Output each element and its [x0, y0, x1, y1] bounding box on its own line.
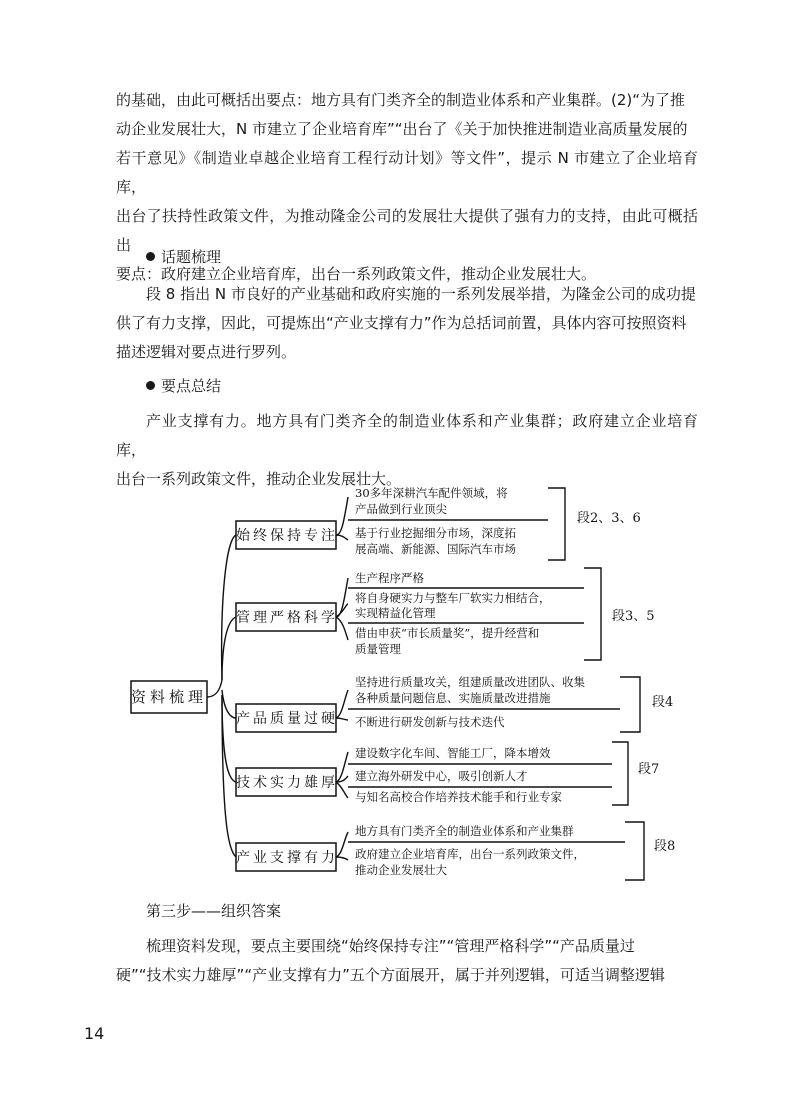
leaf-text: 不断进行研发创新与技术迭代 — [355, 715, 505, 729]
leaf-text: 质量管理 — [355, 642, 401, 656]
text-line: 出台了扶持性政策文件，为推动隆金公司的发展壮大提供了强有力的支持，由此可概括出 — [116, 207, 698, 254]
branch-label: 技术实力雄厚 — [236, 775, 338, 791]
segment-label: 段7 — [638, 762, 660, 777]
step-heading — [116, 897, 698, 926]
heading-text: 要点总结 — [161, 377, 222, 395]
branch-box-2 — [236, 603, 338, 631]
leaf-text: 将自身硬实力与整车厂软实力相结合， — [355, 591, 551, 605]
text-line: 描述逻辑对要点进行罗列。 — [116, 343, 297, 361]
branch-box-5 — [236, 843, 338, 871]
leaf-text: 30多年深耕汽车配件领域，将 — [355, 486, 508, 500]
segment-label: 段8 — [654, 839, 676, 854]
branch-box-1 — [236, 521, 338, 549]
leaf-text: 建设数字化车间、智能工厂，降本增效 — [355, 746, 551, 760]
text-line: 出台一系列政策文件，推动企业发展壮大。 — [116, 470, 402, 488]
text-line: 产业支撑有力。地方具有门类齐全的制造业体系和产业集群；政府建立企业培育库， — [116, 412, 698, 459]
text-line: 段 8 指出 N 市良好的产业基础和政府实施的一系列发展举措，为隆金公司的成功提 — [146, 285, 696, 303]
segment-label: 段4 — [652, 695, 674, 710]
branch-label: 产业支撑有力 — [236, 850, 338, 866]
text-line: 梳理资料发现，要点主要围绕“始终保持专注”“管理严格科学”“产品质量过 — [146, 937, 635, 955]
leaf-text: 借由申获“市长质量奖”，提升经营和 — [355, 626, 540, 640]
leaf-text: 各种质量问题信息、实施质量改进措施 — [355, 691, 551, 705]
paragraph-4 — [116, 932, 698, 990]
step-title: 第三步——组织答案 — [146, 902, 282, 920]
leaf-text: 基于行业挖掘细分市场，深度拓 — [355, 526, 516, 540]
leaf-text: 展高端、新能源、国际汽车市场 — [355, 542, 516, 556]
text-line: 动企业发展壮大，N 市建立了企业培育库”“出台了《关于加快推进制造业高质量发展的 — [116, 120, 688, 138]
leaf-text: 坚持进行质量攻关，组建质量改进团队、收集 — [355, 675, 585, 689]
leaf-text: 实现精益化管理 — [355, 606, 436, 620]
leaf-text: 生产程序严格 — [355, 571, 424, 585]
heading-text: 话题梳理 — [161, 248, 222, 266]
leaf-text: 产品做到行业顶尖 — [355, 502, 447, 516]
branch-label: 管理严格科学 — [236, 610, 338, 626]
text-line: 若干意见》《制造业卓越企业培育工程行动计划》等文件”，提示 N 市建立了企业培育库， — [116, 149, 698, 196]
segment-label: 段3、5 — [612, 609, 655, 624]
text-line: 要点：政府建立企业培育库，出台一系列政策文件，推动企业发展壮大。 — [116, 265, 597, 283]
root-label: 资料梳理 — [130, 688, 208, 706]
page-number: 14 — [84, 1024, 105, 1043]
branch-label: 产品质量过硬 — [236, 711, 338, 727]
text-line: 供了有力支撑，因此，可提炼出“产业支撑有力”作为总括词前置，具体内容可按照资料 — [116, 314, 687, 332]
text-line: 硬”“技术实力雄厚”“产业支撑有力”五个方面展开，属于并列逻辑，可适当调整逻辑 — [116, 966, 665, 984]
text-line: 的基础，由此可概括出要点：地方具有门类齐全的制造业体系和产业集群。(2)“为了推 — [116, 91, 686, 109]
leaf-text: 政府建立企业培育库，出台一系列政策文件， — [355, 847, 585, 861]
leaf-text: 推动企业发展壮大 — [355, 863, 447, 877]
branch-label: 始终保持专注 — [236, 528, 338, 544]
branch-box-3 — [236, 704, 338, 732]
segment-label: 段2、3、6 — [577, 511, 641, 526]
leaf-text: 地方具有门类齐全的制造业体系和产业集群 — [355, 824, 574, 838]
branch-box-4 — [236, 768, 338, 796]
leaf-text: 与知名高校合作培养技术能手和行业专家 — [355, 790, 562, 804]
leaf-text: 建立海外研发中心，吸引创新人才 — [355, 769, 528, 783]
